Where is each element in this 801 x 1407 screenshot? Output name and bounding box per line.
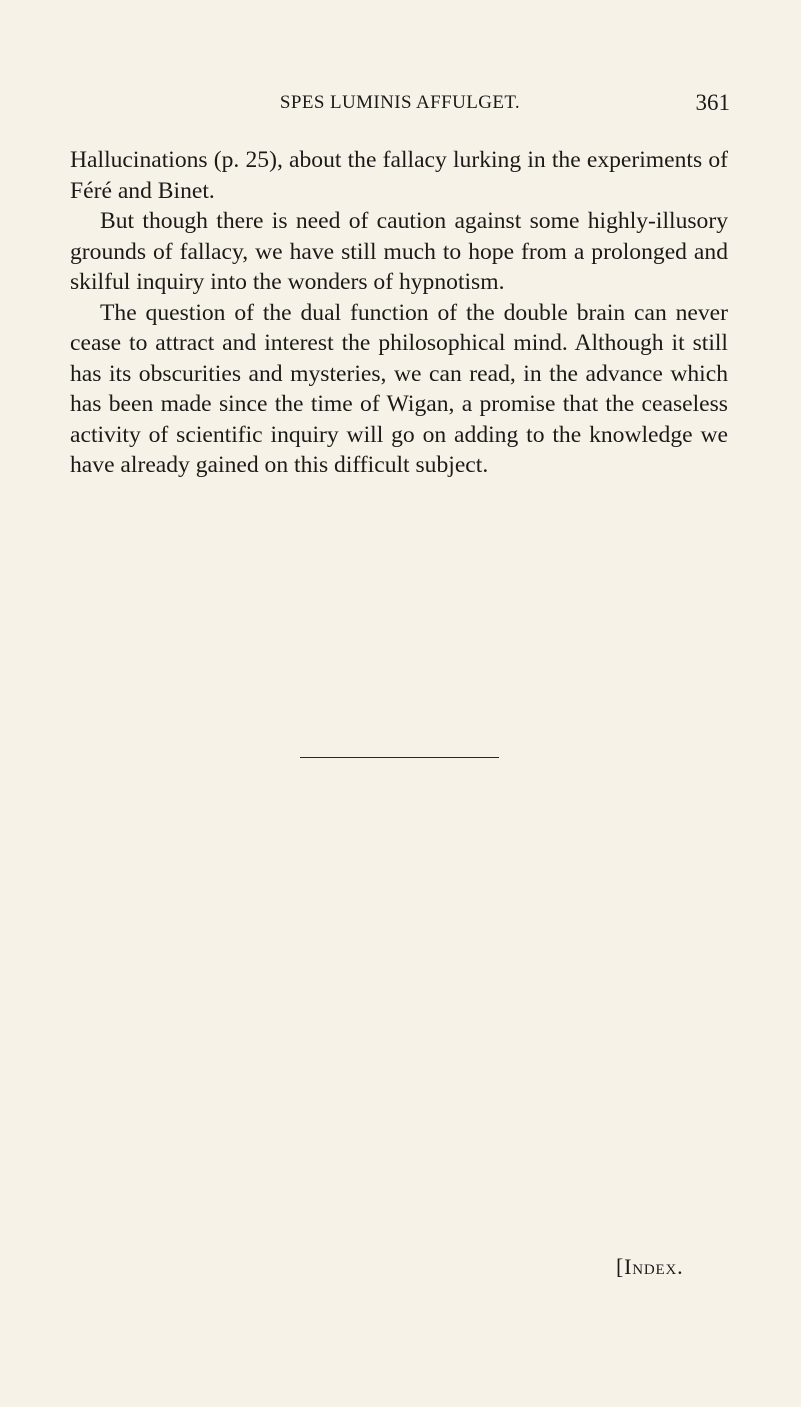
body-text (70, 145, 728, 481)
index-link[interactable]: [Index. (616, 1254, 684, 1279)
running-title: SPES LUMINIS AFFULGET. (279, 92, 521, 113)
end-rule-divider (300, 757, 499, 758)
paragraph-caution: But though there is need of caution against some highly-illusory grounds of fallacy, we have still much to hope from a prolonged and skilful inquiry into the wonders of hypnotism. (70, 208, 728, 295)
page-number: 361 (695, 90, 730, 115)
paragraph-dual-function: The question of the dual function of the double brain can never cease to attract and interest the philosophical mind. Although it still has its obscurities and mysteries, we can read, in the advance which has been made since the time of Wigan, a promise that the ceaseless activity of scientific inquiry will go on adding to the knowledge we have already gained on this difficult subject. (70, 299, 728, 478)
paragraph-continuation: Hallucinations (p. 25), about the fallacy lurking in the experiments of Féré and Binet. (70, 147, 728, 204)
running-head (70, 90, 730, 120)
